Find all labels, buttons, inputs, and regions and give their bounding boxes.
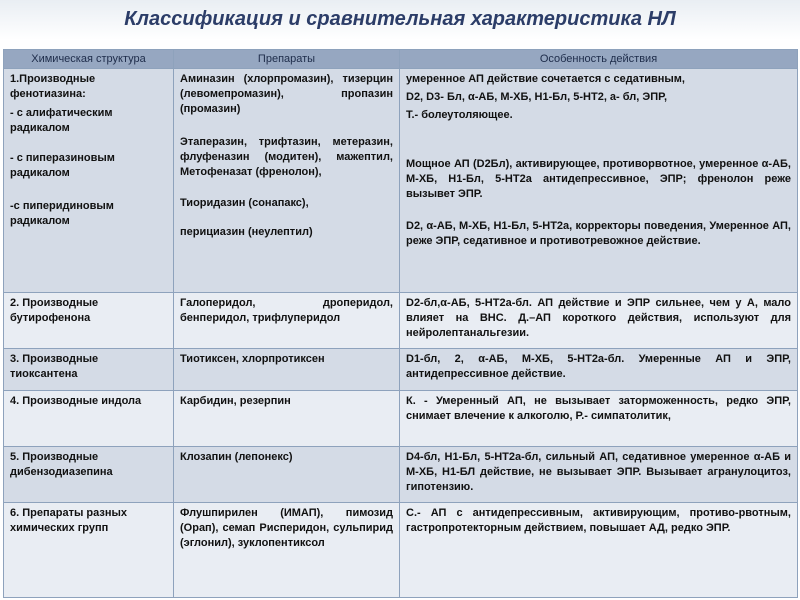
- table-row: [4, 503, 798, 598]
- drugs-cell: Тиотиксен, хлорпротиксен: [174, 349, 400, 391]
- effect-aliphatic-3: Т.- болеутоляющее.: [406, 109, 513, 121]
- table-header-row: [4, 50, 798, 69]
- drugs-piperazine: Этаперазин, трифтазин, метеразин, флуфеназин (модитен), мажептил, Метофеназат (френолон),: [180, 136, 393, 178]
- drugs-piperidine-2: перициазин (неулептил): [180, 226, 313, 238]
- structure-cell: 4. Производные индола: [4, 391, 174, 447]
- table-row: [4, 293, 798, 349]
- table-row: [4, 447, 798, 503]
- header-action-features: Особенность действия: [400, 50, 798, 69]
- effect-aliphatic-2: D2, D3- Бл, α-АБ, М-ХБ, Н1-Бл, 5-НТ2, а- бл, ЭПР,: [406, 91, 667, 103]
- structure-sub-piperazine: - с пиперазиновым радикалом: [10, 152, 115, 179]
- drugs-cell: Галоперидол, дроперидол, бенперидол, трифлуперидол: [174, 293, 400, 349]
- drugs-cell: [174, 69, 400, 293]
- effect-aliphatic-1: умеренное АП действие сочетается с седативным,: [406, 73, 685, 85]
- structure-sub-piperidine: -с пиперидиновым радикалом: [10, 200, 114, 227]
- structure-cell: [4, 69, 174, 293]
- classification-table: [3, 49, 798, 598]
- effect-cell: [400, 69, 798, 293]
- drugs-cell: Карбидин, резерпин: [174, 391, 400, 447]
- drugs-cell: Клозапин (лепонекс): [174, 447, 400, 503]
- effect-piperidine: D2, α-АБ, М-ХБ, Н1-Бл, 5-НТ2а, корректоры поведения, Умеренное АП, реже ЭПР, седативное и противотревожное действие.: [406, 220, 791, 247]
- structure-sub-aliphatic: - с алифатическим радикалом: [10, 107, 113, 134]
- structure-cell: 3. Производные тиоксантена: [4, 349, 174, 391]
- effect-piperazine: Мощное АП (D2Бл), активирующее, противорвотное, умеренное α-АБ, М-ХБ, Н1-Бл, 5-НТ2а антидепрессивное, ЭПР; френолон реже вызывет ЭПР.: [406, 158, 791, 200]
- table-row: [4, 349, 798, 391]
- page-title: Классификация и сравнительная характеристика НЛ: [0, 0, 800, 40]
- structure-cell: 5. Производные дибензодиазепина: [4, 447, 174, 503]
- structure-cell: 2. Производные бутирофенона: [4, 293, 174, 349]
- structure-cell: 6. Препараты разных химических групп: [4, 503, 174, 598]
- structure-main: 1.Производные фенотиазина:: [10, 73, 96, 100]
- effect-cell: К. - Умеренный АП, не вызывает заторможенность, редко ЭПР, снимает влечение к алкоголю, Р.- симпатолитик,: [400, 391, 798, 447]
- header-drugs: Препараты: [174, 50, 400, 69]
- effect-cell: D1-бл, 2, α-АБ, М-ХБ, 5-НТ2а-бл. Умеренные АП и ЭПР, антидепрессивное действие.: [400, 349, 798, 391]
- effect-cell: D2-бл,α-АБ, 5-НТ2а-бл. АП действие и ЭПР сильнее, чем у А, мало влияет на ВНС. Д.–АП короткого действия, используют для нейролептанальгезии.: [400, 293, 798, 349]
- effect-cell: С.- АП с антидепрессивным, активирующим, противо-рвотным, гастропротекторным действием, повышает АД, редко ЭПР.: [400, 503, 798, 598]
- drugs-piperidine-1: Тиоридазин (сонапакс),: [180, 197, 309, 209]
- drugs-aliphatic: Аминазин (хлорпромазин), тизерцин (левомепромазин), пропазин (промазин): [180, 73, 393, 115]
- table-row: [4, 69, 798, 293]
- table-row: [4, 391, 798, 447]
- header-chemical-structure: Химическая структура: [4, 50, 174, 69]
- drugs-cell: Флушпирилен (ИМАП), пимозид (Орап), семап Рисперидон, сульпирид (эглонил), зуклопентиксол: [174, 503, 400, 598]
- effect-cell: D4-бл, Н1-Бл, 5-НТ2а-бл, сильный АП, седативное умеренное α-АБ и М-ХБ, Н1-БЛ действие, не вызывает ЭПР. Вызывает агранулоцитоз, гипотензию.: [400, 447, 798, 503]
